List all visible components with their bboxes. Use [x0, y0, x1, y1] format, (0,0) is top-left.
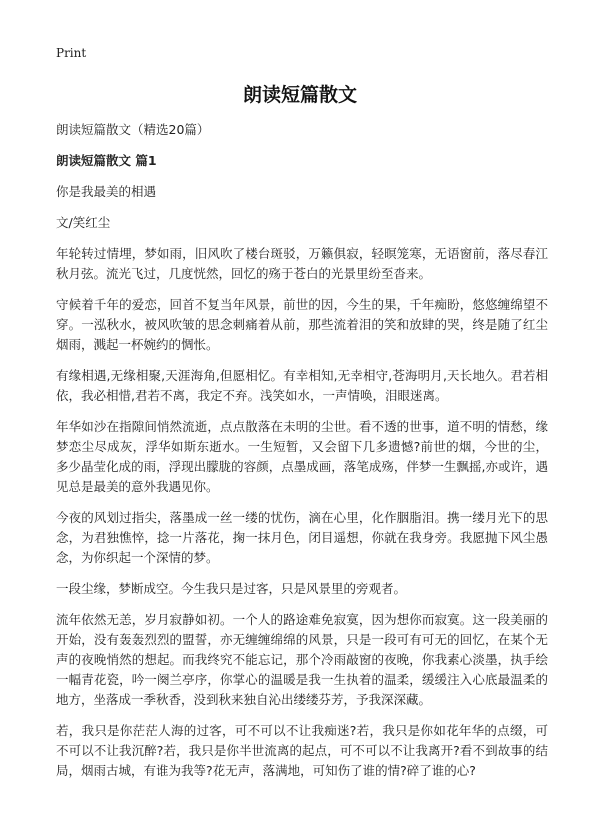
page-title: 朗读短篇散文	[242, 84, 357, 106]
paragraph: 年轮转过情埋，梦如雨，旧风吹了楼台斑驳，万籁俱寂，轻暝笼寒，无语窗前，落尽春江秋月弦。流光飞过，几度恍然，回忆的殇于苍白的光景里纷至沓来。	[56, 246, 548, 281]
author-line: 文/笑红尘	[56, 215, 111, 230]
intro-line: 朗读短篇散文（精选20篇）	[56, 122, 210, 137]
paragraph: 流年依然无恙，岁月寂静如初。一个人的路途难免寂寞，因为想你而寂寞。这一段美丽的开始，没有轰轰烈烈的盟誓，亦无缠缠绵绵的风景，只是一段可有可无的回忆，在某个无声的夜晚悄然的想起。而我终究不能忘记，那个冷雨敲窗的夜晚，你我素心淡墨，执手绘一幅青花瓷，吟一阕兰亭序，你掌心的温暖是我一生执着的温柔，缓缓注入心底最温柔的地方，坐落成一季秋香，没到秋来独自沁出缕缕芬芳，予我深深藏。	[56, 612, 548, 707]
paragraph: 有缘相遇,无缘相聚,天涯海角,但愿相忆。有幸相知,无幸相守,苍海明月,天长地久。君若相依，我必相惜,君若不离，我定不弃。浅笑如水，一声情唤，泪眼迷离。	[56, 368, 548, 403]
essay-title: 你是我最美的相遇	[56, 184, 157, 199]
paragraph: 今夜的风划过指尖，落墨成一丝一缕的忧伤，滴在心里，化作胭脂泪。携一缕月光下的思念，为君独憔悴，捻一片落花，掬一抹月色，闭目遥想，你就在我身旁。我愿抛下风尘愚念，为你织起一个深情的梦。	[56, 510, 548, 565]
paragraph: 若，我只是你茫茫人海的过客，可不可以不让我痴迷?若，我只是你如花年华的点缀，可不可以不让我沉醉?若，我只是你半世流离的起点，可不可以不让我离开?看不到故事的结局，烟雨古城，有谁为我等?花无声，落满地，可知伤了谁的情?碎了谁的心?	[56, 723, 548, 778]
paragraph: 年华如沙在指隙间悄然流逝，点点散落在未明的尘世。看不透的世事，道不明的情愁，缘梦恋尘尽成灰，浮华如斯东逝水。一生短暂，又会留下几多遗憾?前世的烟，今世的尘，多少晶莹化成的雨，浮现出朦胧的容颜，点墨成画，落笔成殇，伴梦一生飘摇,亦或许，遇见总是最美的意外我遇见你。	[56, 419, 548, 494]
article-body	[56, 120, 548, 792]
paragraph: 一段尘缘，梦断成空。今生我只是过客，只是风景里的旁观者。	[56, 581, 407, 596]
print-link[interactable]: Print	[56, 46, 87, 60]
paragraph: 守候着千年的爱恋，回首不复当年风景，前世的因，今生的果，千年痴盼，悠悠缠绵望不穿。一泓秋水，被风吹皱的思念刺痛着从前，那些流着泪的笑和放肆的哭，终是随了红尘烟雨，溅起一杯婉约的惆怅。	[56, 297, 548, 352]
section-heading: 朗读短篇散文 篇1	[56, 153, 157, 168]
